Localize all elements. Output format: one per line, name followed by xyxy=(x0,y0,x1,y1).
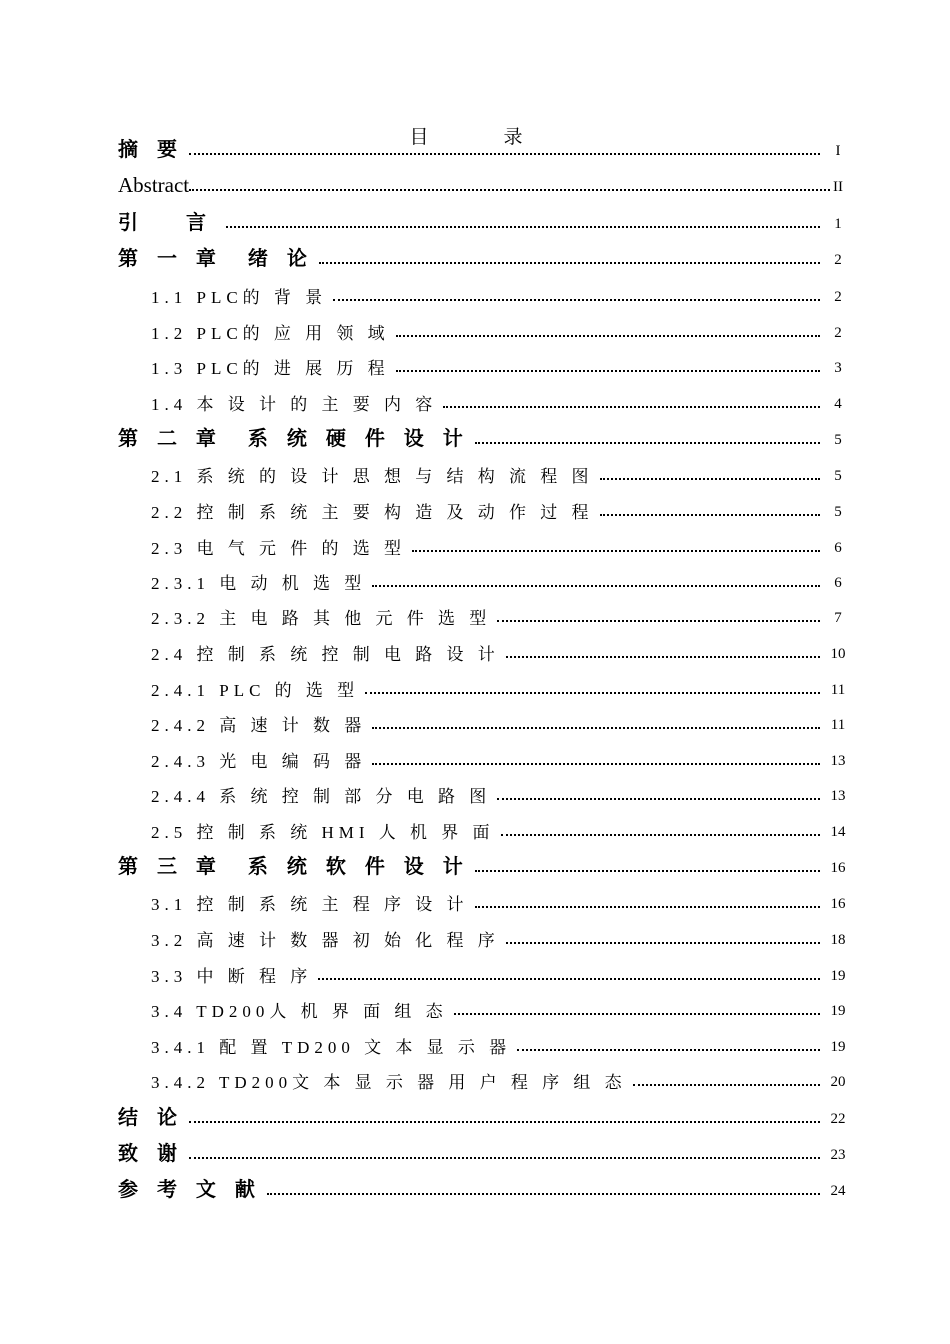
toc-dot-leader xyxy=(475,870,820,872)
toc-page-number: 19 xyxy=(830,1003,846,1019)
toc-page-number: 4 xyxy=(834,396,842,412)
toc-page-number: 5 xyxy=(834,432,842,448)
toc-dot-leader xyxy=(517,1049,820,1051)
toc-entry[interactable] xyxy=(0,1028,950,1058)
toc-entry-label: 2.2 控 制 系 统 主 要 构 造 及 动 作 过 程 xyxy=(151,503,594,522)
toc-entry[interactable] xyxy=(0,132,950,162)
toc-entry[interactable] xyxy=(0,921,950,951)
toc-entry-label: 3.2 高 速 计 数 器 初 始 化 程 序 xyxy=(151,931,500,950)
toc-page-number: II xyxy=(833,179,843,195)
toc-page-number: 6 xyxy=(834,540,842,556)
toc-page-number: 19 xyxy=(830,1039,846,1055)
toc-entry-label: 3.4.1 配 置 TD200 文 本 显 示 器 xyxy=(151,1038,512,1057)
toc-entry-label: 1.1 PLC的 背 景 xyxy=(151,288,328,307)
toc-entry[interactable] xyxy=(0,1100,950,1130)
toc-dot-leader xyxy=(600,514,821,516)
toc-page-number: 14 xyxy=(830,824,846,840)
toc-page-number: 2 xyxy=(834,289,842,305)
toc-entry[interactable] xyxy=(0,564,950,594)
toc-title: 目 录 xyxy=(409,126,551,148)
toc-entry[interactable] xyxy=(0,992,950,1022)
toc-entry-label: 3.3 中 断 程 序 xyxy=(151,967,313,986)
toc-dot-leader xyxy=(189,153,820,155)
toc-page-number: 5 xyxy=(834,468,842,484)
toc-entry[interactable] xyxy=(0,706,950,736)
toc-entry[interactable] xyxy=(0,885,950,915)
toc-entry[interactable] xyxy=(0,241,950,271)
toc-entry-label: 1.4 本 设 计 的 主 要 内 容 xyxy=(151,395,438,414)
toc-entry[interactable] xyxy=(0,777,950,807)
toc-dot-leader xyxy=(189,1157,820,1159)
toc-dot-leader xyxy=(319,262,820,264)
toc-page-number: 11 xyxy=(830,682,846,698)
toc-page-number: 22 xyxy=(830,1111,846,1127)
toc-page-number: 10 xyxy=(830,646,846,662)
toc-dot-leader xyxy=(372,585,820,587)
toc-entry-label: 参 考 文 献 xyxy=(118,1177,261,1201)
toc-entry[interactable] xyxy=(0,1172,950,1202)
toc-entry-label: 2.4 控 制 系 统 控 制 电 路 设 计 xyxy=(151,645,500,664)
toc-page-number: 5 xyxy=(834,504,842,520)
toc-page-number: 13 xyxy=(830,753,846,769)
toc-entry-label: 3.4.2 TD200文 本 显 示 器 用 户 程 序 组 态 xyxy=(151,1073,627,1092)
toc-entry-label: 1.3 PLC的 进 展 历 程 xyxy=(151,359,390,378)
toc-page-number: 24 xyxy=(830,1183,846,1199)
toc-entry-label: 引 言 xyxy=(118,210,220,234)
toc-dot-leader xyxy=(633,1084,820,1086)
toc-dot-leader xyxy=(189,1121,820,1123)
toc-entry[interactable] xyxy=(0,457,950,487)
toc-dot-leader xyxy=(501,834,820,836)
toc-dot-leader xyxy=(372,727,820,729)
toc-entry[interactable] xyxy=(0,1063,950,1093)
toc-entry[interactable] xyxy=(0,421,950,451)
toc-entry-label: 1.2 PLC的 应 用 领 域 xyxy=(151,324,390,343)
toc-dot-leader xyxy=(412,550,820,552)
toc-entry-label: 第 二 章 系 统 硬 件 设 计 xyxy=(118,426,469,450)
toc-dot-leader xyxy=(506,942,820,944)
toc-entry[interactable] xyxy=(0,1136,950,1166)
toc-dot-leader xyxy=(396,335,820,337)
toc-page-number: I xyxy=(835,143,841,159)
toc-dot-leader xyxy=(475,442,820,444)
toc-page-number: 11 xyxy=(830,717,846,733)
toc-page-number: 20 xyxy=(830,1074,846,1090)
toc-dot-leader xyxy=(443,406,820,408)
toc-dot-leader xyxy=(372,763,820,765)
toc-entry-label: 摘 要 xyxy=(118,137,183,161)
toc-page-number: 7 xyxy=(834,610,842,626)
toc-entry-label: 2.4.2 高 速 计 数 器 xyxy=(151,716,367,735)
toc-entry[interactable] xyxy=(0,813,950,843)
toc-entry[interactable] xyxy=(0,278,950,308)
toc-entry-label: 2.4.1 PLC 的 选 型 xyxy=(151,681,360,700)
toc-entry-label: 致 谢 xyxy=(118,1141,183,1165)
toc-page-number: 18 xyxy=(830,932,846,948)
toc-page-number: 16 xyxy=(830,860,846,876)
toc-dot-leader xyxy=(226,226,820,228)
toc-page-number: 3 xyxy=(834,360,842,376)
toc-entry[interactable] xyxy=(0,493,950,523)
toc-entry-label: 第 三 章 系 统 软 件 设 计 xyxy=(118,854,469,878)
toc-entry-label: Abstract xyxy=(118,173,190,197)
toc-entry[interactable] xyxy=(0,849,950,879)
toc-entry-label: 3.4 TD200人 机 界 面 组 态 xyxy=(151,1002,448,1021)
toc-page-number: 1 xyxy=(834,216,842,232)
toc-page-number: 2 xyxy=(834,325,842,341)
toc-dot-leader xyxy=(600,478,821,480)
toc-entry-label: 2.4.4 系 统 控 制 部 分 电 路 图 xyxy=(151,787,492,806)
toc-dot-leader xyxy=(396,370,820,372)
toc-entry-label: 2.1 系 统 的 设 计 思 想 与 结 构 流 程 图 xyxy=(151,467,594,486)
toc-page-number: 19 xyxy=(830,968,846,984)
toc-entry[interactable] xyxy=(0,529,950,559)
toc-dot-leader xyxy=(333,299,820,301)
toc-entry-label: 2.5 控 制 系 统 HMI 人 机 界 面 xyxy=(151,823,495,842)
toc-entry-label: 2.3.2 主 电 路 其 他 元 件 选 型 xyxy=(151,609,492,628)
toc-entry[interactable] xyxy=(0,385,950,415)
toc-page-number: 2 xyxy=(834,252,842,268)
toc-entry-label: 2.3.1 电 动 机 选 型 xyxy=(151,574,367,593)
toc-entry-label: 3.1 控 制 系 统 主 程 序 设 计 xyxy=(151,895,469,914)
toc-entry-label: 第 一 章 绪 论 xyxy=(118,246,313,270)
toc-entry[interactable] xyxy=(0,168,950,198)
toc-dot-leader xyxy=(475,906,821,908)
toc-dot-leader xyxy=(189,189,830,191)
toc-dot-leader xyxy=(497,620,820,622)
toc-entry-label: 结 论 xyxy=(118,1105,183,1129)
toc-page-number: 23 xyxy=(830,1147,846,1163)
toc-page-number: 6 xyxy=(834,575,842,591)
toc-entry-label: 2.4.3 光 电 编 码 器 xyxy=(151,752,367,771)
toc-page-number: 13 xyxy=(830,788,846,804)
toc-dot-leader xyxy=(497,798,820,800)
toc-entry-label: 2.3 电 气 元 件 的 选 型 xyxy=(151,539,406,558)
toc-dot-leader xyxy=(506,656,820,658)
toc-entry[interactable] xyxy=(0,742,950,772)
toc-entry[interactable] xyxy=(0,671,950,701)
toc-entry[interactable] xyxy=(0,314,950,344)
toc-entry[interactable] xyxy=(0,957,950,987)
toc-entry[interactable] xyxy=(0,205,950,235)
toc-dot-leader xyxy=(267,1193,820,1195)
toc-dot-leader xyxy=(454,1013,820,1015)
toc-entry[interactable] xyxy=(0,349,950,379)
toc-page-number: 16 xyxy=(830,896,846,912)
toc-entry[interactable] xyxy=(0,635,950,665)
toc-dot-leader xyxy=(365,692,820,694)
toc-entry[interactable] xyxy=(0,599,950,629)
toc-dot-leader xyxy=(318,978,820,980)
